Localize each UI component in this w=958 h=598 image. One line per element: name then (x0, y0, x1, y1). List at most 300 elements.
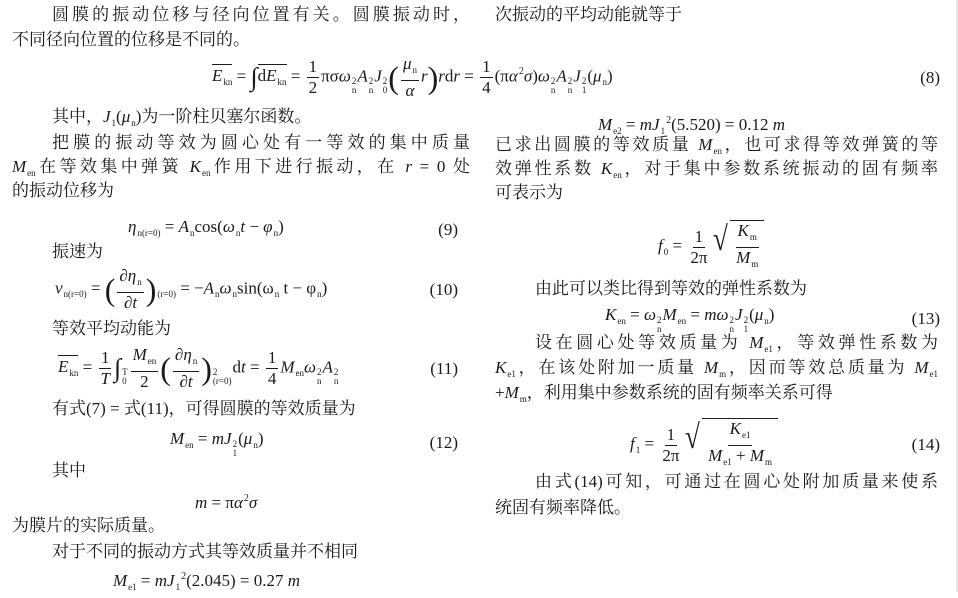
math-symbol: α (508, 66, 518, 86)
radical-sign: √ (713, 221, 729, 258)
subscript: n (550, 85, 556, 96)
subscript: n (351, 85, 357, 96)
equation (170, 428, 458, 458)
math-symbol: A (203, 278, 215, 298)
math-symbol: A (178, 217, 189, 236)
numerator (480, 57, 493, 78)
subscript: n (192, 356, 198, 366)
math-symbol: μ (121, 107, 131, 126)
denominator (266, 369, 279, 389)
denominator (307, 78, 320, 98)
math-symbol: M (12, 157, 27, 176)
math-symbol: m (195, 493, 208, 512)
numerator (173, 345, 199, 372)
subscript: 1 (175, 582, 181, 592)
math-symbol: ω (303, 357, 316, 377)
paragraph-line (52, 318, 171, 340)
math-symbol: M (698, 135, 713, 154)
paragraph-line (52, 460, 86, 482)
subscript: e1 (507, 369, 516, 379)
denominator (660, 446, 681, 466)
numerator (307, 57, 320, 78)
subscript: (r=0) (212, 376, 232, 387)
math-symbol: η (128, 217, 137, 236)
subscript: n (131, 118, 136, 128)
subscript: e1 (723, 457, 732, 467)
math-symbol: f (658, 235, 663, 255)
math-symbol: J (652, 115, 660, 134)
math-symbol: η (183, 345, 192, 364)
subscript: n(r=0) (137, 228, 161, 238)
math-symbol: α (233, 493, 243, 512)
subscript: (r=0) (157, 289, 176, 300)
text-run: ，利用集中参数系统的固有频率关系可得 (526, 383, 833, 402)
text-run: 4 (482, 78, 491, 97)
superscript: 2 (382, 76, 388, 87)
math-symbol: M (170, 429, 185, 448)
subscript: en (27, 168, 36, 178)
superscript: 2 (581, 76, 587, 87)
math-symbol: r (405, 157, 412, 176)
text-run: 1 (308, 57, 318, 76)
fraction (98, 348, 111, 389)
subscript: en (613, 170, 622, 180)
subscript: en (295, 368, 304, 379)
numerator (736, 221, 759, 248)
subscript: n (190, 228, 195, 238)
math-symbol: M (708, 446, 723, 465)
text-run: 已求出圆膜的等效质量 (495, 135, 699, 154)
text-run: ) (257, 429, 264, 448)
numerator (693, 227, 706, 248)
text-run: 1 (694, 226, 704, 246)
text-run: 在等效集中弹簧 (35, 157, 190, 176)
text-run: 把膜的振动等效为圆心处有一等效的集中质量 (52, 133, 470, 152)
superscript: 2 (181, 571, 187, 582)
text-run: ) (278, 217, 284, 236)
text-run: = π (207, 493, 234, 512)
paragraph-line (52, 4, 470, 26)
denominator (480, 78, 493, 98)
text-run: 1 (267, 348, 277, 367)
text-run: 设在圆心处等效质量为 (535, 333, 750, 352)
text-run: ∂ (179, 372, 188, 391)
subscript: n (215, 289, 220, 300)
paragraph-line (535, 332, 938, 360)
text-run: ( (749, 305, 755, 324)
math-symbol: K (600, 159, 613, 178)
text-run: 振速为 (52, 242, 103, 261)
sup-sub-stack (352, 77, 357, 95)
subscript: 1 (660, 126, 666, 136)
paragraph-line (495, 182, 563, 204)
subscript: n (368, 85, 374, 96)
text-run: = (621, 115, 640, 134)
math-symbol: m (211, 429, 225, 448)
text-run: ，对于集中参数系统振动的固有频率 (621, 159, 939, 178)
math-symbol: ω (219, 278, 232, 298)
overline-group (212, 64, 233, 88)
subscript: n (235, 228, 241, 238)
superscript: 2 (518, 66, 524, 78)
subscript: en (713, 146, 722, 156)
text-run: = (86, 278, 105, 298)
text-run: 作用下进行振动，在 (210, 157, 406, 176)
sup-sub-stack (582, 77, 587, 95)
equation-number: (13) (911, 309, 940, 328)
paragraph-line (52, 132, 470, 154)
text-run: + (495, 383, 505, 402)
numerator (99, 348, 112, 369)
math-symbol: μ (593, 66, 602, 86)
text-run: ∂ (174, 345, 184, 364)
paragraph-line (495, 497, 631, 519)
math-symbol: J (573, 66, 581, 86)
sup-sub-stack (233, 440, 238, 458)
fraction (706, 419, 774, 472)
subscript: n (729, 324, 735, 334)
math-symbol: M (504, 383, 519, 402)
numerator (131, 345, 159, 372)
text-run: = − (175, 278, 204, 298)
text-run: = (625, 305, 644, 324)
math-symbol: T (100, 369, 110, 388)
math-symbol: A (357, 66, 368, 86)
text-run: 可表示为 (495, 183, 563, 202)
text-run: ，在该处附加一质量 (515, 358, 704, 377)
math-symbol: M (280, 357, 295, 377)
text-run: ∂ (123, 293, 133, 312)
text-run: 圆膜的振动位移与径向位置有关。圆膜振动时， (52, 5, 470, 24)
subscript: en (677, 316, 687, 326)
math-symbol: M (598, 115, 613, 134)
subscript: 0 (122, 376, 127, 387)
text-run: = (160, 217, 179, 236)
math-symbol: J (167, 571, 175, 590)
subscript: n (274, 289, 280, 300)
text-run: 2 (140, 372, 149, 391)
text-run: 为膜片的实际质量。 (12, 516, 165, 535)
text-run: (2.045) = 0.27 (186, 571, 288, 590)
math-symbol: t (240, 357, 246, 377)
paragraph-line (12, 515, 165, 537)
math-symbol: K (189, 157, 201, 176)
math-symbol: ω (338, 66, 351, 86)
denominator (138, 372, 151, 392)
subscript: 1 (232, 448, 238, 458)
superscript: 2 (351, 76, 357, 87)
subscript: m (765, 457, 773, 467)
text-run: = (686, 305, 705, 324)
text-run: 1 (482, 57, 491, 76)
text-run: )为一阶柱贝塞尔函数。 (135, 107, 312, 126)
math-symbol: v (55, 278, 63, 298)
text-run: d (257, 66, 267, 86)
text-run: = (460, 66, 479, 86)
equation (113, 566, 300, 598)
subscript: e1 (741, 430, 751, 440)
sup-sub-stack (383, 77, 388, 95)
sup-sub-stack (568, 77, 573, 95)
math-symbol: J (224, 429, 232, 448)
integral-sign: ∫ (113, 353, 122, 383)
text-run: ，等效弹性系数为 (772, 333, 939, 352)
math-symbol: t (132, 293, 138, 312)
text-run: sin(ω (237, 278, 274, 298)
fraction (480, 57, 493, 98)
text-run: 1 (666, 424, 676, 444)
subscript: n (317, 376, 322, 387)
equation-number: (12) (429, 433, 458, 452)
sup-sub-stack (369, 77, 374, 95)
equation (605, 304, 940, 334)
equation (212, 54, 940, 101)
paragraph-line (495, 4, 682, 26)
fraction (660, 425, 681, 466)
text-run: 统固有频率降低。 (495, 498, 631, 517)
text-run: 2π (690, 247, 708, 267)
text-run: 由式(14)可知，可通过在圆心处附加质量来使系 (535, 472, 938, 491)
denominator (734, 248, 760, 274)
equation (658, 220, 764, 274)
paragraph-line (52, 541, 358, 563)
subscript: e1 (929, 369, 939, 379)
paragraph-line (12, 180, 114, 202)
math-symbol: E (58, 357, 69, 377)
text-run: (5.520) = 0.12 (671, 115, 773, 134)
numerator (266, 348, 279, 369)
math-symbol: J (735, 305, 743, 324)
math-symbol: M (736, 248, 751, 267)
text-run: = (232, 66, 251, 86)
numerator (117, 266, 143, 293)
text-run: ) (768, 305, 775, 324)
text-run: ) (532, 66, 538, 86)
radicand (702, 418, 778, 472)
text-run: 对于不同的振动方式其等效质量并不相同 (52, 542, 358, 561)
sup-sub-stack (334, 368, 339, 386)
math-symbol: J (103, 107, 111, 126)
sup-sub-stack (213, 368, 232, 386)
equation (55, 266, 458, 313)
subscript: en (147, 356, 157, 366)
text-run: = (245, 357, 264, 377)
equation (128, 216, 458, 244)
math-symbol: M (749, 446, 765, 465)
paragraph-line (52, 398, 356, 420)
subscript: e1 (128, 582, 137, 592)
text-run: 效弹性系数 (495, 159, 601, 178)
math-symbol: M (113, 571, 128, 590)
equation (195, 488, 257, 514)
text-run: = (78, 357, 97, 377)
text-run: ) (607, 66, 613, 86)
text-run: = (136, 571, 155, 590)
square-root (711, 220, 764, 274)
superscript: 2 (368, 76, 374, 87)
denominator (706, 446, 774, 472)
paragraph-line (495, 357, 938, 385)
subscript: en (202, 168, 211, 178)
math-symbol: ω (222, 217, 235, 236)
numerator (665, 425, 678, 446)
subscript: 1 (635, 444, 641, 455)
numerator (401, 54, 419, 81)
text-run: ( (587, 66, 593, 86)
math-symbol: K (737, 221, 749, 240)
math-symbol: μ (402, 54, 412, 73)
equation-number: (14) (911, 435, 940, 454)
math-symbol: t (187, 372, 193, 391)
large-paren: ) (427, 59, 439, 96)
subscript: n (232, 289, 238, 300)
large-paren: ( (388, 59, 399, 96)
square-root (683, 418, 778, 472)
text-run: = (640, 433, 659, 453)
fraction (401, 54, 419, 101)
text-run: − (245, 217, 264, 236)
subscript: 1 (111, 118, 117, 128)
math-symbol: m (704, 305, 717, 324)
subscript: n (412, 65, 417, 75)
text-run: ( (116, 107, 122, 126)
subscript: n (602, 77, 608, 88)
subscript: m (519, 394, 527, 404)
radicand (730, 220, 764, 274)
text-run: ，因而等效总质量为 (726, 358, 915, 377)
superscript: 2 (666, 115, 672, 126)
subscript: n (764, 316, 769, 326)
sup-sub-stack (551, 77, 556, 95)
text-run: 不同径向位置的位移是不同的。 (12, 30, 250, 49)
math-symbol: ω (716, 305, 729, 324)
text-run: πσ (321, 66, 339, 86)
superscript: 2 (243, 493, 249, 504)
fraction (266, 348, 279, 389)
text-run: 等效平均动能为 (52, 319, 171, 338)
subscript: n (253, 440, 258, 450)
text-run: 1 (100, 348, 110, 367)
large-paren: ) (201, 350, 212, 387)
text-run: = 0 处 (411, 157, 471, 176)
paragraph-line (535, 278, 807, 300)
math-symbol: μ (754, 305, 764, 324)
subscript: kn (223, 77, 233, 88)
text-run: = (668, 235, 687, 255)
subscript: 1 (581, 85, 587, 96)
math-symbol: μ (243, 429, 253, 448)
math-symbol: M (749, 333, 764, 352)
text-run: (π (494, 66, 509, 86)
equation-number: (10) (429, 279, 458, 299)
fraction (688, 227, 709, 268)
math-symbol: r (421, 66, 428, 86)
text-run: 有式(7) = 式(11)，可得圆膜的等效质量为 (52, 399, 356, 418)
radical-sign: √ (685, 419, 701, 456)
subscript: m (719, 369, 727, 379)
math-symbol: α (405, 81, 415, 100)
math-symbol: ω (643, 305, 656, 324)
subscript: n (273, 228, 279, 238)
subscript: en (185, 440, 194, 450)
denominator (122, 293, 139, 313)
subscript: m (749, 232, 757, 242)
fraction (117, 266, 143, 313)
text-run: 2π (662, 445, 680, 465)
subscript: n (567, 85, 573, 96)
subscript: kn (69, 368, 79, 379)
math-symbol: φ (263, 217, 273, 236)
superscript: 2 (333, 367, 339, 378)
math-symbol: K (495, 358, 507, 377)
math-symbol: η (127, 266, 137, 285)
sup-sub-stack (317, 368, 322, 386)
fraction (307, 57, 320, 98)
text-run: 的振动位移为 (12, 181, 114, 200)
large-paren: ) (145, 271, 157, 308)
large-paren: ( (160, 350, 171, 387)
text-run: d (444, 66, 454, 86)
text-run: d (232, 357, 241, 377)
large-paren: ( (104, 271, 116, 308)
text-run: ( (238, 429, 244, 448)
fraction (131, 345, 159, 392)
equation-number: (11) (430, 358, 458, 378)
fraction (173, 345, 199, 392)
math-symbol: A (556, 66, 567, 86)
text-run: 次振动的平均动能就等于 (495, 5, 682, 24)
text-run: 其中， (52, 107, 103, 126)
math-symbol: m (772, 115, 786, 134)
text-run: 由此可以类比得到等效的弹性系数为 (535, 279, 807, 298)
subscript: 1 (743, 324, 749, 334)
subscript: m (751, 259, 759, 269)
math-symbol: J (374, 66, 382, 86)
sup-sub-stack (122, 368, 128, 386)
subscript: e2 (613, 126, 622, 136)
equation-number: (8) (920, 67, 940, 87)
paragraph-line (495, 382, 833, 410)
math-symbol: ω (537, 66, 550, 86)
math-symbol: M (662, 305, 677, 324)
paragraph-line (12, 29, 250, 51)
subscript: 0 (382, 85, 388, 96)
denominator (404, 81, 417, 101)
text-run: ) (321, 278, 328, 298)
text-run: ∂ (119, 266, 128, 285)
denominator (98, 369, 111, 389)
math-symbol: E (266, 66, 277, 86)
superscript: 2 (317, 367, 322, 378)
paragraph-line (535, 471, 938, 493)
superscript: 2 (212, 367, 218, 378)
math-symbol: t (240, 217, 246, 236)
text-run: 4 (267, 369, 277, 388)
subscript: 0 (663, 246, 669, 257)
subscript: kn (277, 77, 287, 88)
fraction (734, 221, 760, 274)
text-run: = (286, 66, 305, 86)
integral-sign: ∫ (250, 62, 258, 92)
math-symbol: A (322, 357, 333, 377)
text-run: = (193, 429, 212, 448)
math-symbol: m (154, 571, 168, 590)
paragraph-line (52, 241, 103, 263)
subscript: e1 (764, 344, 773, 354)
text-run: 其中 (52, 461, 86, 480)
overline-group (257, 64, 287, 88)
subscript: en (617, 316, 626, 326)
